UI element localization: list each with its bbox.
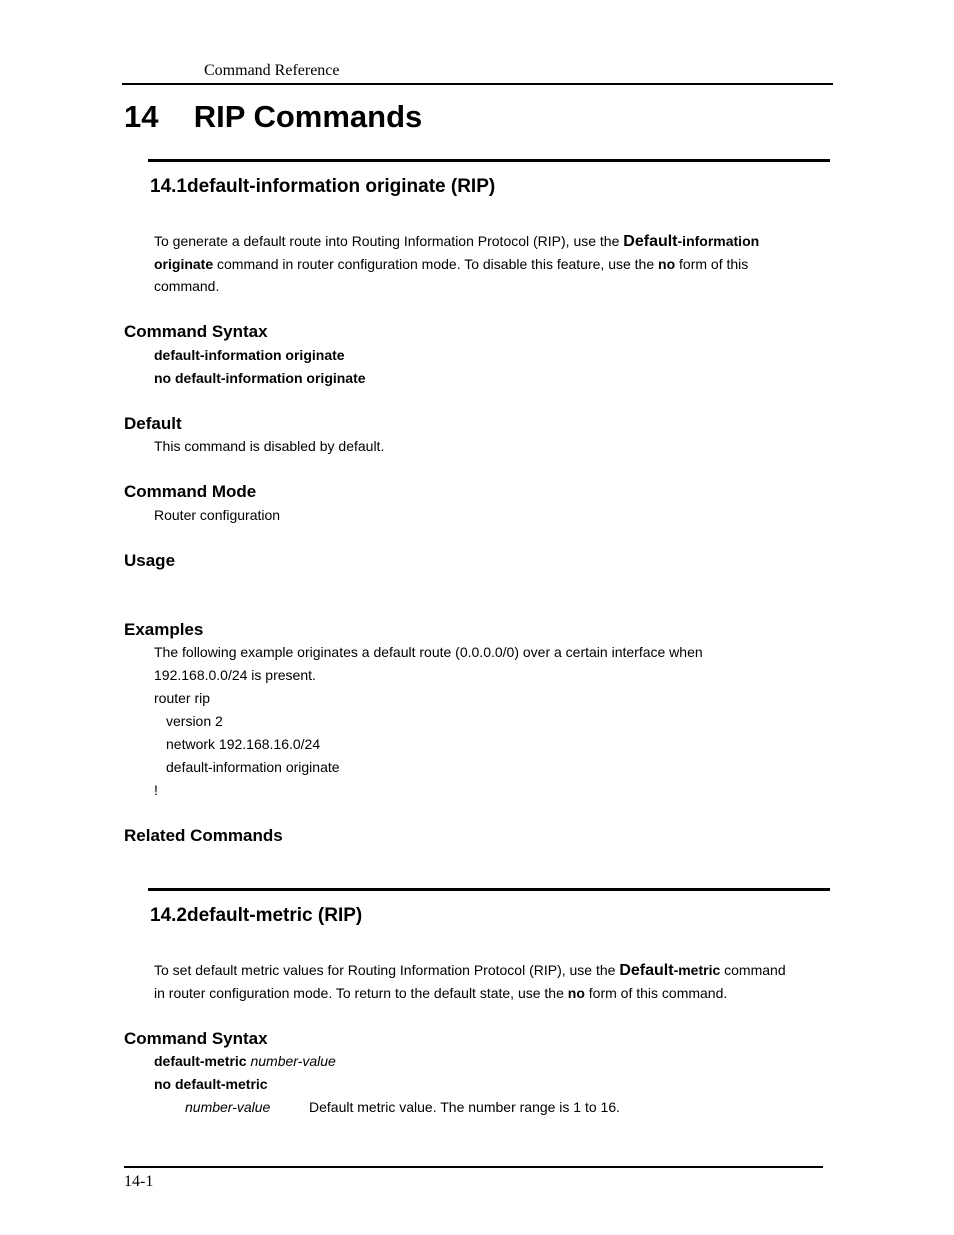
page-number: 14-1 — [124, 1173, 154, 1190]
section-rule — [148, 888, 830, 891]
example-code-line: router rip — [154, 690, 211, 706]
syntax-line: default-information originate — [154, 347, 345, 363]
example-code-line: default-information originate — [166, 759, 340, 775]
example-desc-line: 192.168.0.0/24 is present. — [154, 667, 316, 683]
subheading-related-commands: Related Commands — [124, 826, 283, 845]
subheading-command-mode: Command Mode — [124, 482, 257, 501]
intro-line-1: To set default metric values for Routing Information Protocol (RIP), use the Default-metric command — [154, 962, 786, 979]
section-intro — [154, 959, 844, 1004]
section-title — [150, 905, 362, 927]
param-name: number-value — [185, 1099, 271, 1115]
syntax-line: default-metric number-value — [154, 1053, 336, 1069]
subheading-usage: Usage — [124, 551, 176, 570]
subheading-command-syntax: Command Syntax — [124, 1029, 268, 1048]
chapter-title — [124, 99, 422, 135]
intro-line-3: command. — [154, 278, 220, 294]
section-rule — [148, 159, 830, 162]
subheading-command-syntax: Command Syntax — [124, 322, 268, 341]
example-code-line: ! — [154, 782, 158, 798]
section-number: 14.2 — [150, 905, 187, 926]
example-desc-line: The following example originates a default route (0.0.0.0/0) over a certain interface when — [154, 644, 703, 660]
syntax-line: no default-metric — [154, 1076, 268, 1092]
example-code-line: network 192.168.16.0/24 — [166, 736, 321, 752]
section-title-text: default-metric (RIP) — [186, 905, 363, 926]
section-number: 14.1 — [150, 176, 187, 197]
section-intro — [154, 230, 834, 297]
running-header: Command Reference — [204, 62, 340, 79]
intro-line-2: originate command in router configuration mode. To disable this feature, use the no form of this — [154, 256, 749, 272]
mode-text: Router configuration — [154, 507, 281, 523]
intro-line-2: in router configuration mode. To return to the default state, use the no form of this command. — [154, 985, 728, 1001]
section-title-text: default-information originate (RIP) — [186, 176, 496, 197]
section-title — [150, 176, 495, 198]
subheading-examples: Examples — [124, 620, 204, 639]
chapter-number: 14 — [124, 99, 159, 134]
header-rule — [122, 83, 833, 85]
param-desc: Default metric value. The number range is 1 to 16. — [309, 1099, 621, 1115]
default-text: This command is disabled by default. — [154, 438, 385, 454]
example-code-line: version 2 — [166, 713, 223, 729]
syntax-line: no default-information originate — [154, 370, 366, 386]
chapter-title-text: RIP Commands — [193, 99, 423, 134]
intro-line-1: To generate a default route into Routing Information Protocol (RIP), use the Default-information — [154, 233, 760, 250]
subheading-default: Default — [124, 414, 182, 433]
footer-rule — [124, 1166, 823, 1168]
